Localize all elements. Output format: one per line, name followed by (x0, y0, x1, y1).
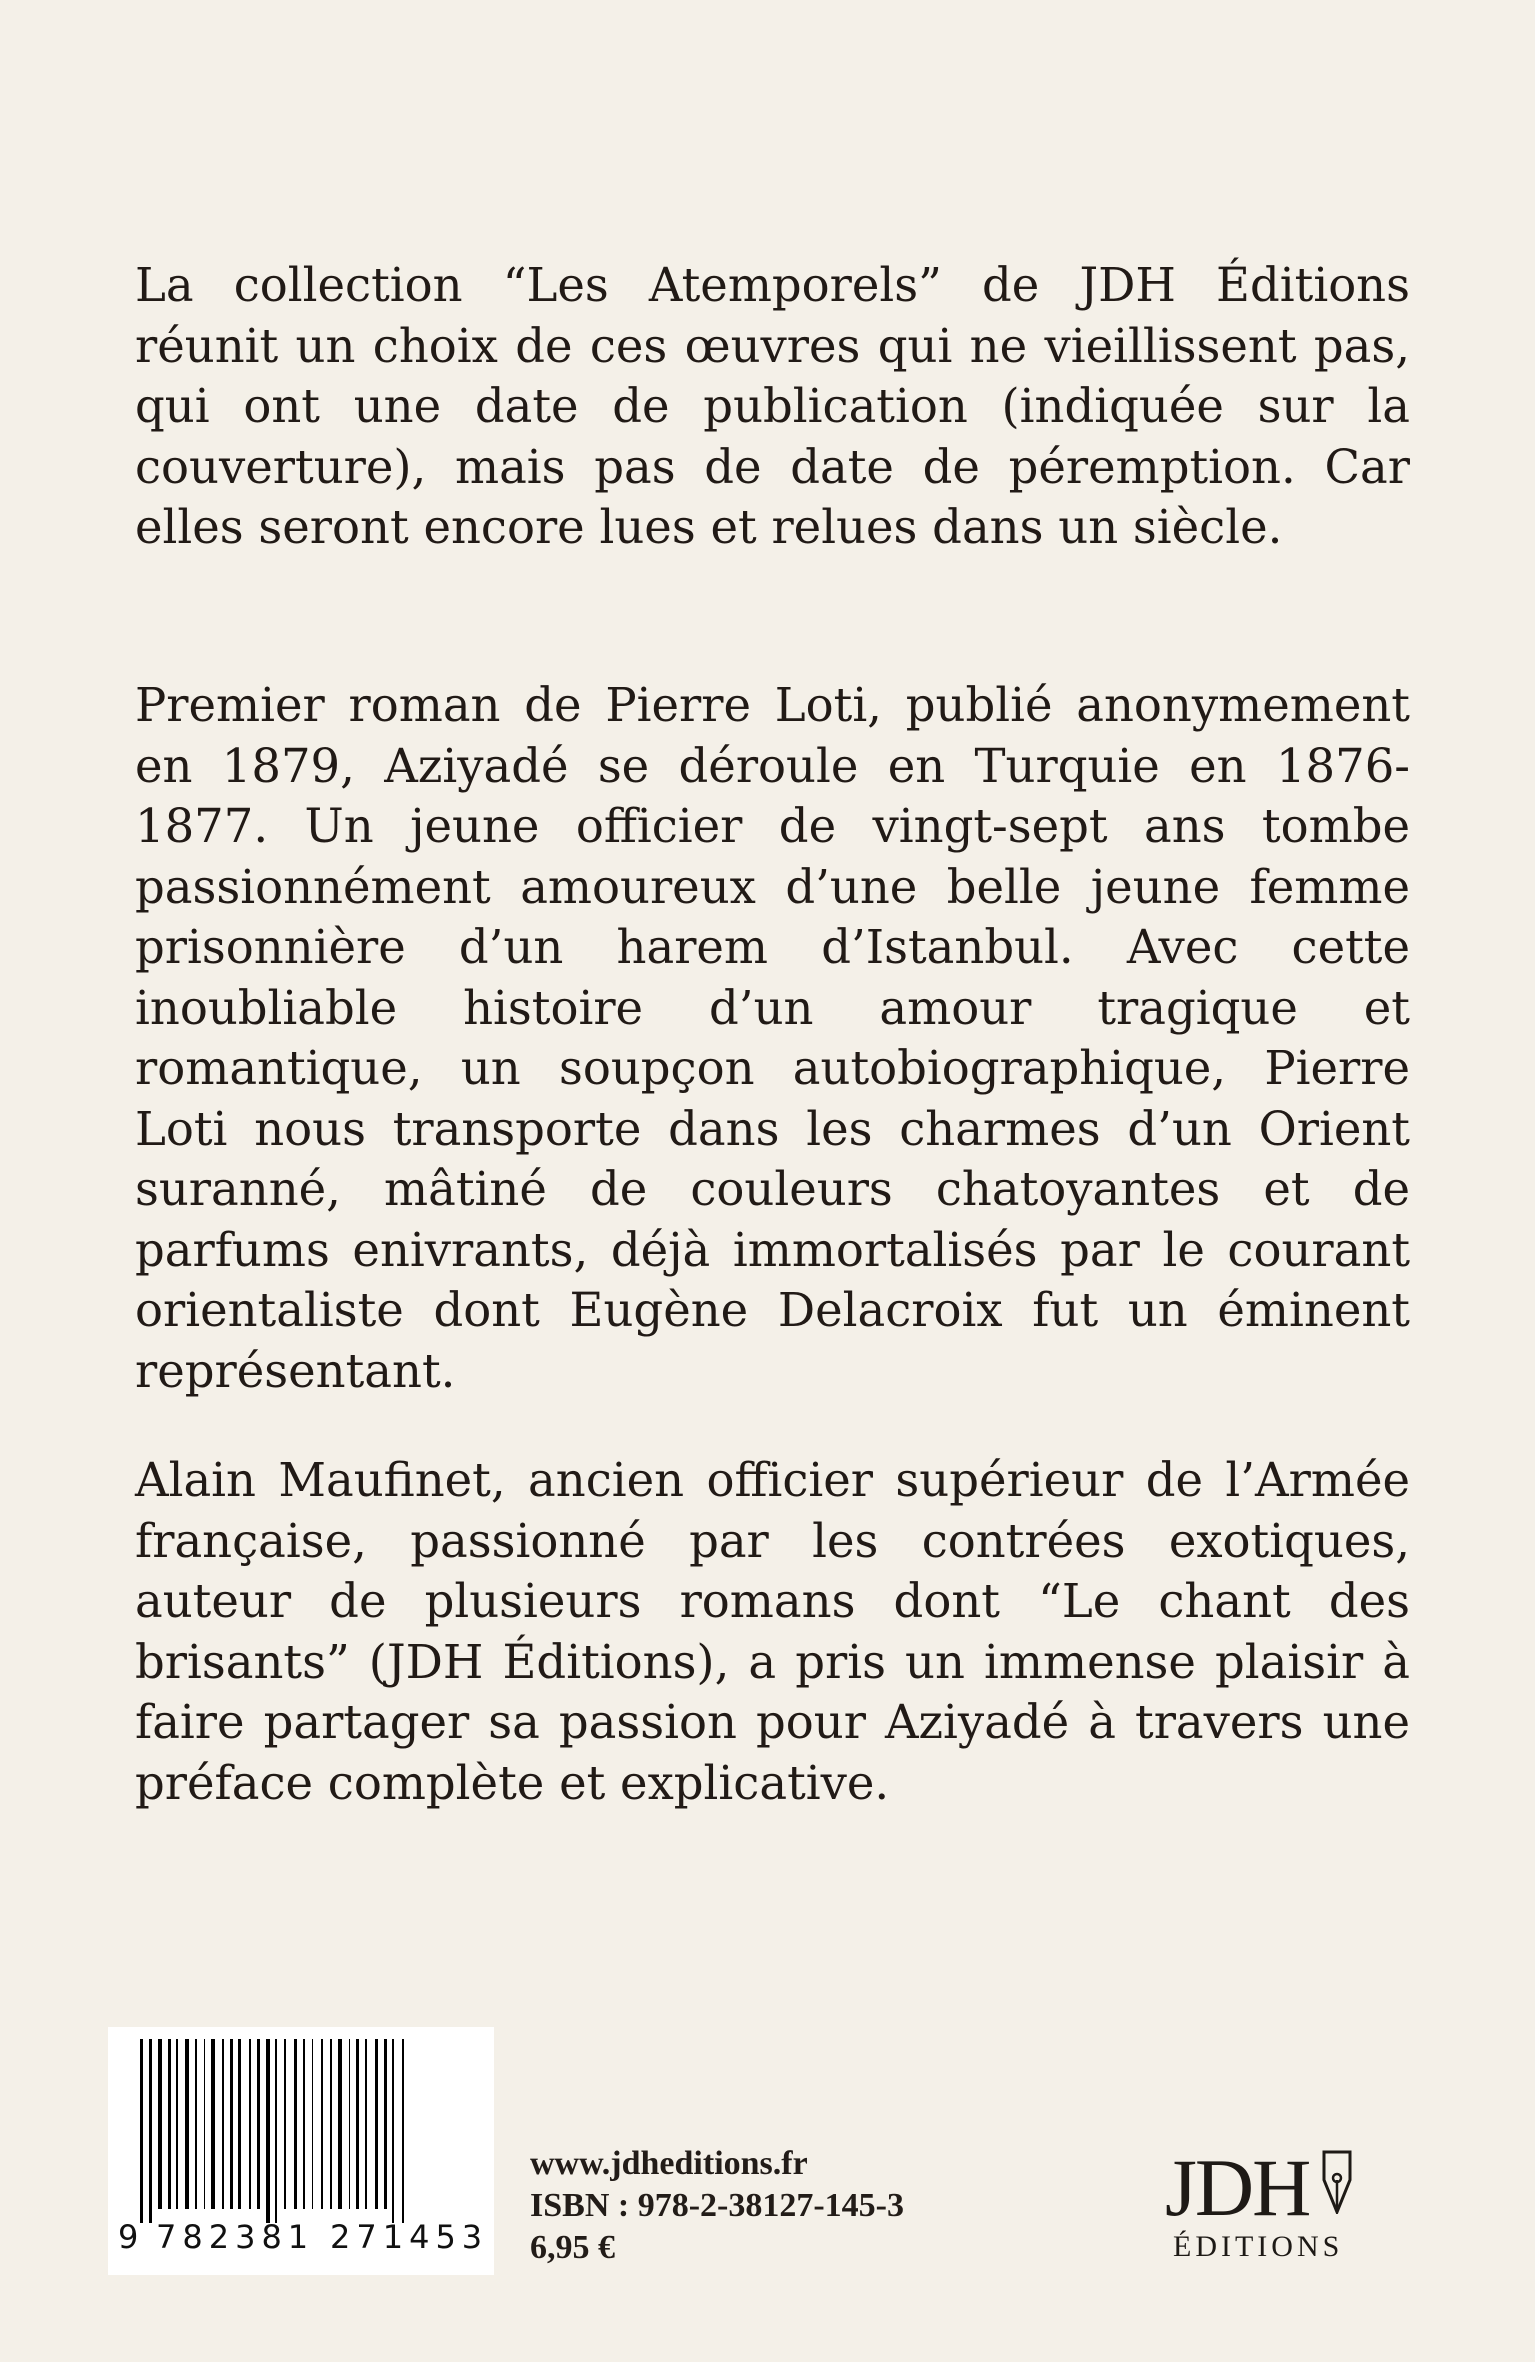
barcode-bar (284, 2039, 286, 2209)
barcode-bar (365, 2039, 367, 2209)
barcode-bar (204, 2039, 205, 2209)
barcode-bar (195, 2039, 197, 2209)
barcode-bar (275, 2039, 277, 2223)
barcode-bar (185, 2039, 189, 2209)
barcode-bar (330, 2039, 332, 2209)
website-text: www.jdheditions.fr (530, 2145, 808, 2182)
barcode-bar (338, 2039, 342, 2209)
barcode-left-digits: 782381 (156, 2218, 315, 2256)
barcode-bar (238, 2039, 241, 2209)
barcode-bars (108, 2027, 494, 2227)
barcode-bar (321, 2039, 323, 2209)
publisher-info (530, 2143, 904, 2269)
barcode-right-digits: 271453 (330, 2218, 489, 2256)
preface-paragraph: Alain Maufinet, ancien officier supérieur de l’Armée française, passionné par les contrées exotiques, auteur de plusieurs romans dont “Le chant des brisants” (JDH Éditions), a pris un immense plaisir à faire partager sa passion pour Aziyadé à travers une préface complète et explicative. (135, 1453, 1410, 1810)
publisher-logo (1165, 2142, 1395, 2268)
barcode-first-digit: 9 (118, 2218, 139, 2256)
barcode-bar (349, 2039, 350, 2209)
barcode-bar (356, 2039, 359, 2209)
barcode-bar (266, 2039, 270, 2223)
barcode-bar (211, 2039, 215, 2209)
barcode-bar (257, 2039, 260, 2209)
barcode-bar (312, 2039, 313, 2209)
barcode-bar (294, 2039, 297, 2209)
barcode (108, 2027, 494, 2275)
barcode-bar (303, 2039, 305, 2209)
logo-subtext: ÉDITIONS (1173, 2230, 1344, 2263)
pen-nib-icon (1320, 2150, 1354, 2214)
barcode-bar (176, 2039, 178, 2209)
barcode-bar (392, 2039, 394, 2223)
barcode-bar (384, 2039, 387, 2209)
summary-paragraph: Premier roman de Pierre Loti, publié anonymement en 1879, Aziyadé se déroule en Turquie en 1876-1877. Un jeune officier de vingt-sept ans tombe passionnément amoureux d’une belle jeune femme prisonnière d’un harem d’Istanbul. Avec cette inoubliable histoire d’un amour tragique et romantique, un soupçon autobiographique, Pierre Loti nous transporte dans les charmes d’un Orient suranné, mâtiné de couleurs chatoyantes et de parfums enivrants, déjà immortalisés par le courant orientaliste dont Eugène Delacroix fut un éminent représentant. (135, 678, 1410, 1398)
logo-text: JDH (1165, 2142, 1310, 2233)
barcode-bar (249, 2039, 251, 2209)
barcode-bar (158, 2039, 162, 2209)
collection-paragraph: La collection “Les Atemporels” de JDH Éditions réunit un choix de ces œuvres qui ne vieillissent pas, qui ont une date de publication (indiquée sur la couverture), mais pas de date de péremption. Car elles seront encore lues et relues dans un siècle. (135, 258, 1410, 554)
barcode-bar (168, 2039, 171, 2209)
barcode-bar (402, 2039, 404, 2223)
isbn-text: ISBN : 978-2-38127-145-3 (530, 2187, 904, 2224)
barcode-bar (222, 2039, 224, 2209)
barcode-bar (140, 2039, 143, 2223)
price-text: 6,95 € (530, 2229, 615, 2266)
barcode-bar (375, 2039, 378, 2209)
barcode-bar (230, 2039, 233, 2209)
barcode-bar (149, 2039, 152, 2223)
